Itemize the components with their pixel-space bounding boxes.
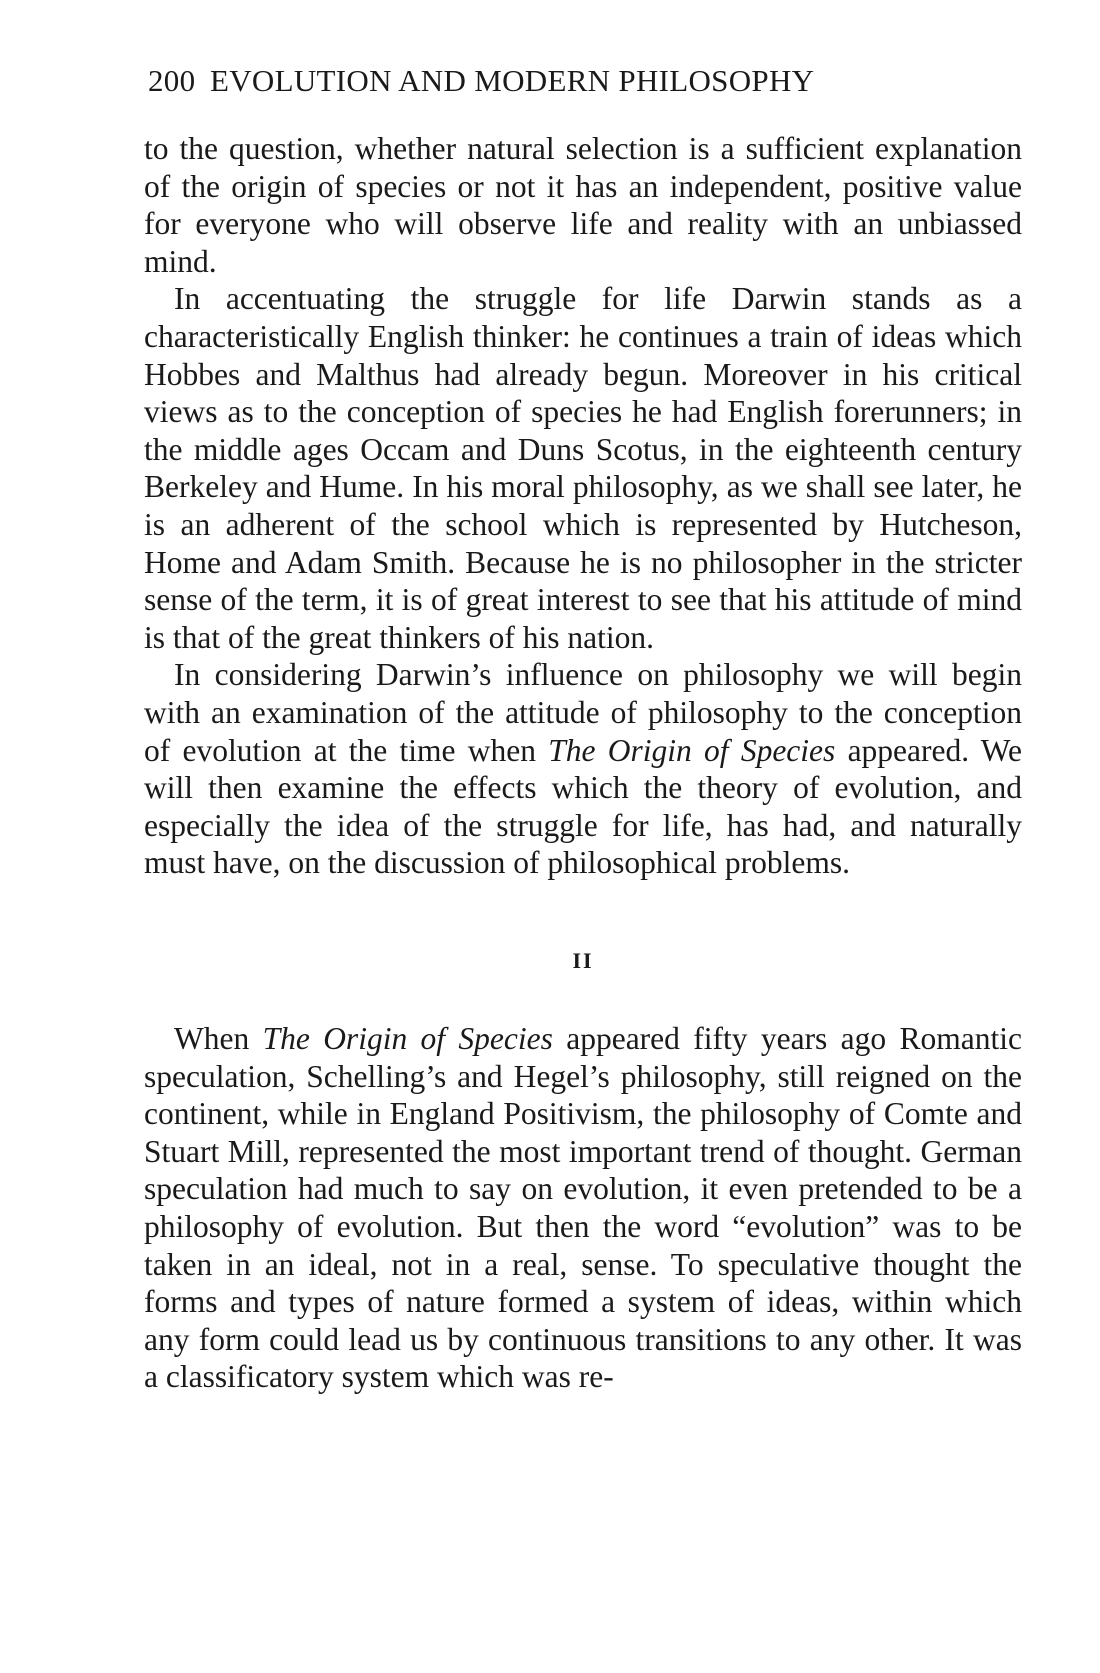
running-head bbox=[148, 62, 948, 100]
paragraph-text: When bbox=[174, 1021, 263, 1056]
text-block-top bbox=[144, 130, 1022, 882]
paragraph-text: appeared. We will then examine the effects which the theory of evolution, and especially the idea of the struggle for life, has had, and naturally must have, on the discussion of philosophical problems. bbox=[144, 732, 1022, 881]
section-number: II bbox=[572, 948, 594, 973]
paragraph-text: In considering Darwin’s influence on philosophy we will begin with an examination of the attitude of philosophy to the conception of evolution at the time when bbox=[144, 657, 1022, 768]
paragraph-darwin-english-thinker: In accentuating the struggle for life Darwin stands as a characteristically English thinker: he continues a train of ideas which Hobbes and Malthus had already begun. Moreover in his critical views as to the conception of species he had English forerunners; in the middle ages Occam and Duns Scotus, in the eighteenth century Berkeley and Hume. In his moral philosophy, as we shall see later, he is an adherent of the school which is represented by Hutcheson, Home and Adam Smith. Because he is no philosopher in the stricter sense of the term, it is of great interest to see that his attitude of mind is that of the great thinkers of his nation. bbox=[144, 281, 1022, 655]
paragraph-darwin-influence bbox=[144, 656, 1022, 882]
paragraph-continuation: to the question, whether natural selection is a sufficient explanation of the origin of species or not it has an independent, positive value for everyone who will observe life and reality with an unbiassed mind. bbox=[144, 131, 1022, 279]
running-title: EVOLUTION AND MODERN PHILOSOPHY bbox=[210, 63, 815, 98]
book-title: The Origin of Species bbox=[548, 732, 836, 768]
paragraph-origin-of-species bbox=[144, 1020, 1022, 1396]
text-block-section-two bbox=[144, 1020, 1022, 1396]
page-number: 200 bbox=[148, 63, 196, 98]
paragraph-text: appeared fifty years ago Romantic speculation, Schelling’s and Hegel’s philosophy, still reigned on the continent, while in England Positivism, the philosophy of Comte and Stuart Mill, represented the most important trend of thought. German speculation had much to say on evolution, it even pretended to be a philosophy of evolution. But then the word “evolution” was to be taken in an ideal, not in a real, sense. To speculative thought the forms and types of nature formed a system of ideas, within which any form could lead us by continuous transitions to any other. It was a classificatory system which was re- bbox=[144, 1021, 1022, 1395]
book-title: The Origin of Species bbox=[262, 1021, 553, 1056]
